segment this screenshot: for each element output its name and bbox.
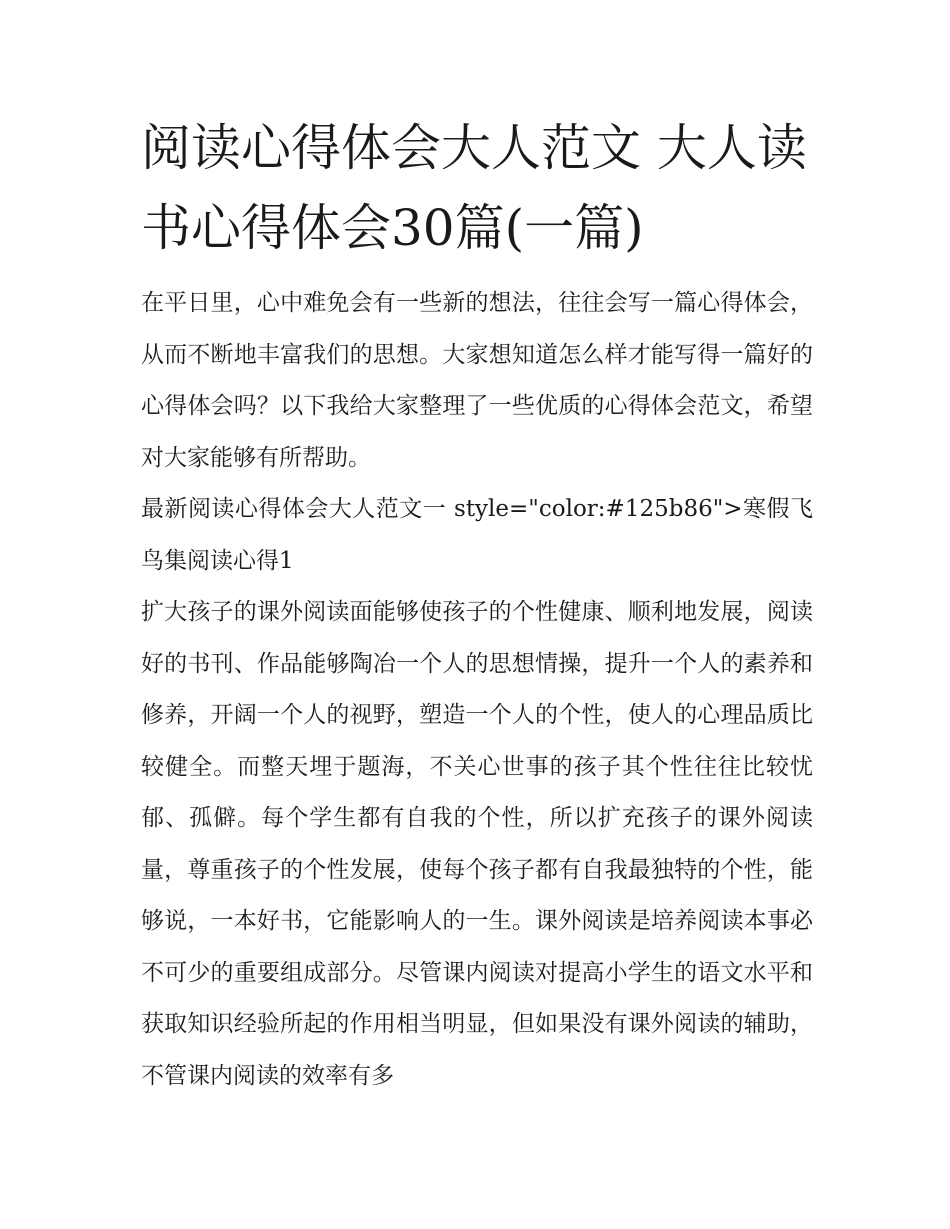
document-title: 阅读心得体会大人范文 大人读书心得体会30篇(一篇) bbox=[141, 119, 807, 257]
paragraph-intro: 在平日里，心中难免会有一些新的想法，往往会写一篇心得体会，从而不断地丰富我们的思想。大家想知道怎么样才能写得一篇好的心得体会吗？以下我给大家整理了一些优质的心得体会范文，希望对大家能够有所帮助。 bbox=[141, 290, 813, 471]
document-content bbox=[141, 108, 813, 1102]
paragraph-body: 扩大孩子的课外阅读面能够使孩子的个性健康、顺利地发展，阅读好的书刊、作品能够陶冶一个人的思想情操，提升一个人的素养和修养，开阔一个人的视野，塑造一个人的个性，使人的心理品质比较健全。而整天埋于题海，不关心世事的孩子其个性往往比较忧郁、孤僻。每个学生都有自我的个性，所以扩充孩子的课外阅读量，尊重孩子的个性发展，使每个孩子都有自我最独特的个性，能够说，一本好书，它能影响人的一生。课外阅读是培养阅读本事必不可少的重要组成部分。尽管课内阅读对提高小学生的语文水平和获取知识经验所起的作用相当明显，但如果没有课外阅读的辅助，不管课内阅读的效率有多 bbox=[141, 599, 813, 1089]
paragraph-section-heading: 最新阅读心得体会大人范文一 style="color:#125b86">寒假飞鸟集阅读心得1 bbox=[141, 496, 813, 574]
